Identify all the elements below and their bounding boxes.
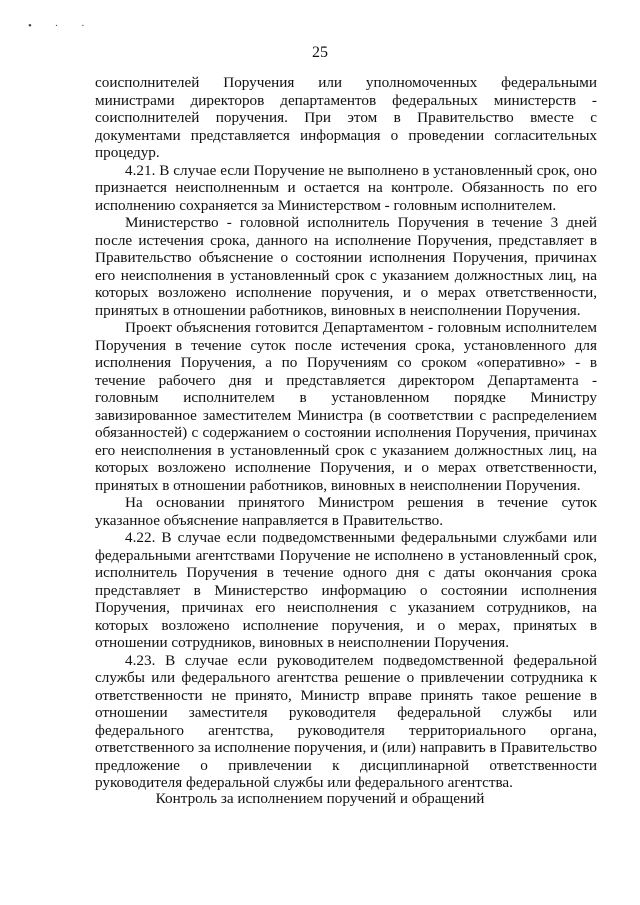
page-number: 25 [312,44,328,61]
document-body [95,74,597,792]
paragraph-ministry-explanation: Министерство - головной исполнитель Поручения в течение 3 дней после истечения срока, данного на исполнение Поручения, представляет в Правительство объяснение о состоянии исполнения Поручения, причинах его неисполнения в установленный срок с указанием должностных лиц, на которых возложено исполнение поручения, и о мерах ответственности, принятых в отношении работников, виновных в неисполнении Поручения. [95,214,597,319]
paragraph-4-22: 4.22. В случае если подведомственными федеральными службами или федеральными агентствами Поручение не исполнено в установленный срок, исполнитель Поручения в течение одного дня с даты окончания срока представляет в Министерство информацию о состоянии исполнения Поручения, причинах его неисполнения с указанием сотрудников, на которых возложено исполнение поручения, и о мерах, принятых в отношении сотрудников, виновных в неисполнении Поручения. [95,529,597,651]
paragraph-4-23: 4.23. В случае если руководителем подведомственной федеральной службы или федерального агентства решение о привлечении сотрудника к ответственности не принято, Министр вправе принять такое решение в отношении заместителя руководителя федеральной службы или федерального агентства, руководителя территориального органа, ответственного за исполнение поручения, и (или) направить в Правительство предложение о привлечении к дисциплинарной ответственности руководителя федеральной службы или федерального агентства. [95,651,598,791]
paragraph-draft-explanation: Проект объяснения готовится Департаментом - головным исполнителем Поручения в течение суток после истечения срока, установленного для исполнения Поручения, а по Поручениям со сроком «оперативно» - в течение рабочего дня и представляется директором Департамента - головным исполнителем в установленном порядке Министру завизированное заместителем Министра (в соответствии с распределением обязанностей) с содержанием о состоянии исполнения Поручения, причинах его неисполнения в установленный срок с указанием должностных лиц, на которых возложено исполнение Поручения, и о мерах ответственности, принятых в отношении работников, виновных в неисполнении Поручения. [95,319,597,494]
paragraph-decision: На основании принятого Министром решения в течение суток указанное объяснение направляется в Правительство. [95,494,597,529]
scan-artifact-dots: • · · [28,20,95,32]
section-heading: Контроль за исполнением поручений и обращений [155,790,485,807]
paragraph-continuation: соисполнителей Поручения или уполномоченных федеральными министрами директоров департаментов федеральных министерств - соисполнителей поручения. При этом в Правительство вместе с документами представляется информация о проведении согласительных процедур. [95,74,597,161]
paragraph-4-21: 4.21. В случае если Поручение не выполнено в установленный срок, оно признается неисполненным и остается на контроле. Обязанность по его исполнению сохраняется за Министерством - головным исполнителем. [95,161,597,214]
